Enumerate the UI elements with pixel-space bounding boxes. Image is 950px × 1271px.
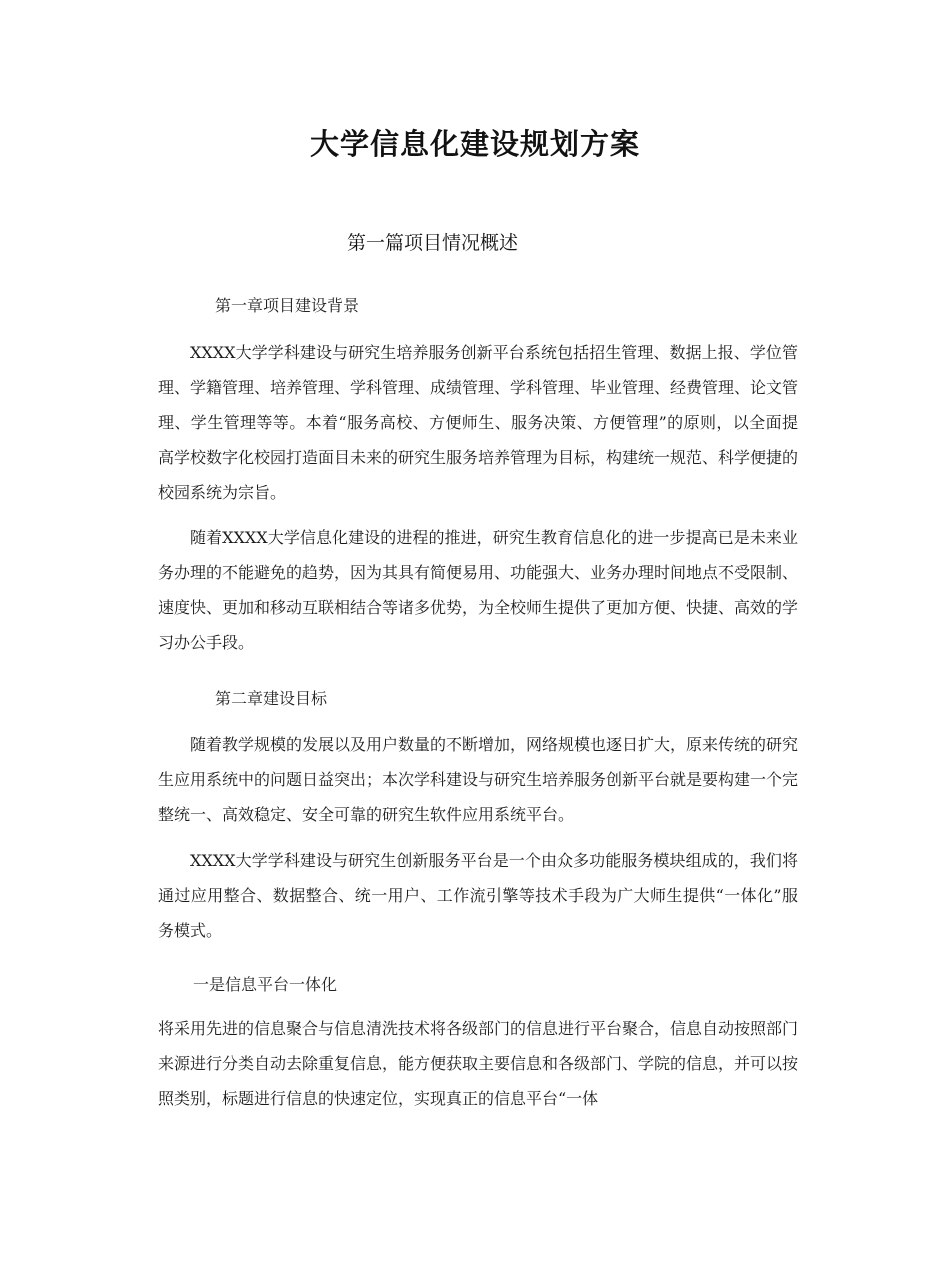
section1-paragraph: 将采用先进的信息聚合与信息清洗技术将各级部门的信息进行平台聚合，信息自动按照部门来源进行分类自动去除重复信息，能方便获取主要信息和各级部门、学院的信息，并可以按照类别，标题进行信息的快速定位，实现真正的信息平台“一体	[158, 1019, 799, 1108]
chapter1-paragraph-1: XXXX大学学科建设与研究生培养服务创新平台系统包括招生管理、数据上报、学位管理、学籍管理、培养管理、学科管理、成绩管理、学科管理、毕业管理、经费管理、论文管理、学生管理等等。本着“服务高校、方便师生、服务决策、方便管理”的原则，以全面提高学校数字化校园打造面目未来的研究生服务培养管理为目标，构建统一规范、科学便捷的校园系统为宗旨。	[158, 343, 799, 502]
chapter1-paragraph-2: 随着XXXX大学信息化建设的进程的推进，研究生教育信息化的进一步提高已是未来业务办理的不能避免的趋势，因为其具有简便易用、功能强大、业务办理时间地点不受限制、速度快、更加和移动互联相结合等诸多优势，为全校师生提供了更加方便、快捷、高效的学习办公手段。	[158, 528, 799, 652]
document-title: 大学信息化建设规划方案	[309, 127, 640, 161]
part-heading: 第一篇项目情况概述	[347, 232, 519, 254]
section1-heading: 一是信息平台一体化	[193, 975, 338, 994]
chapter2-heading: 第二章建设目标	[215, 689, 328, 708]
chapter1-heading: 第一章项目建设背景	[215, 296, 360, 315]
chapter2-paragraph-1: 随着教学规模的发展以及用户数量的不断增加，网络规模也逐日扩大，原来传统的研究生应用系统中的问题日益突出；本次学科建设与研究生培养服务创新平台就是要构建一个完整统一、高效稳定、安全可靠的研究生软件应用系统平台。	[158, 735, 799, 824]
chapter2-paragraph-2: XXXX大学学科建设与研究生创新服务平台是一个由众多功能服务模块组成的，我们将通过应用整合、数据整合、统一用户、工作流引擎等技术手段为广大师生提供“一体化”服务模式。	[158, 851, 798, 940]
